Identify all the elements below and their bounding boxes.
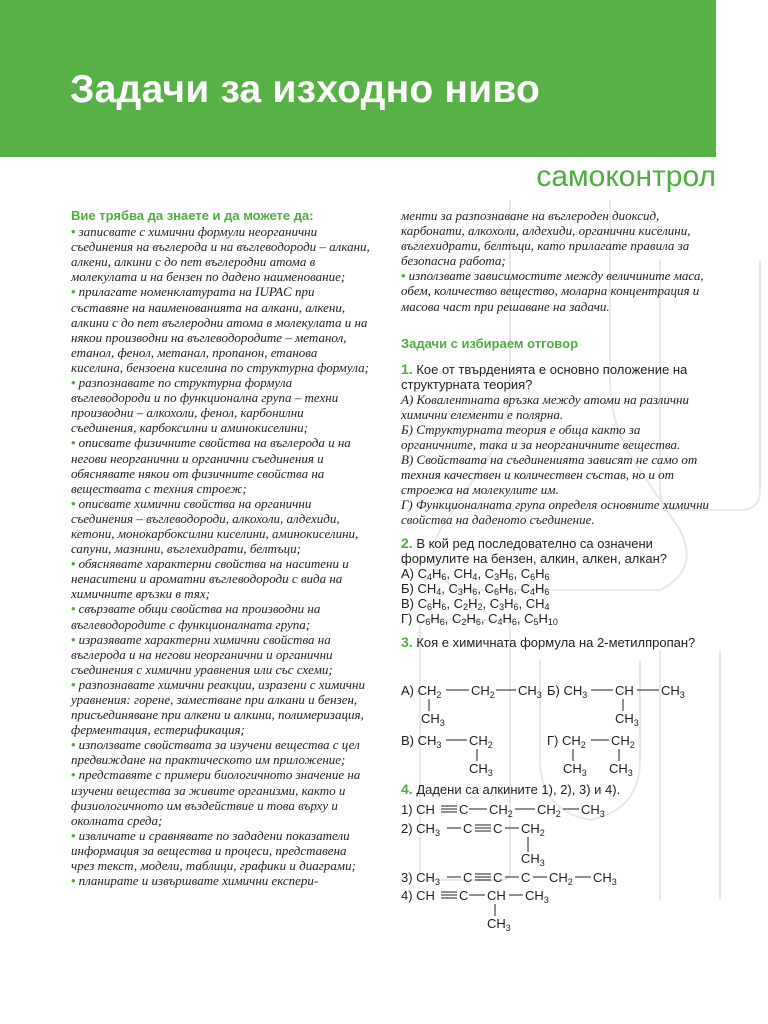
list-item: • представяте с примери биологичното значение на изучени вещества за живите организми, както и физиологичното им въздействие и това върху и околната среда;	[71, 767, 361, 828]
svg-text:CH2: $CH_2$	[611, 733, 635, 750]
section-label: самоконтрол	[536, 160, 716, 193]
svg-text:В) CH3: В) $CH_3$	[401, 733, 442, 750]
svg-text:CH2: $CH_2$	[549, 870, 573, 887]
bullet-icon: •	[71, 676, 76, 692]
svg-text:CH3: $CH_3$	[521, 851, 545, 868]
list-item: • разпознавате химични реакции, изразени с химични уравнения: горене, заместване при алкани и бензен, присъединяване при алкени и алкини, полимеризация, ферментация, естерификация;	[71, 676, 365, 738]
bullet-icon: •	[71, 556, 76, 572]
left-column	[71, 208, 371, 888]
svg-text:CH3: $CH_3$	[518, 683, 542, 700]
svg-text:Б) CH3: Б) $CH_3$	[547, 683, 588, 700]
question-number: 3.	[401, 633, 413, 650]
bullet-icon: •	[71, 495, 76, 511]
svg-text:4) CH: 4) CH	[401, 888, 435, 903]
structural-formula-q4	[401, 800, 711, 935]
answer-option: А) Ковалентната връзка между атоми на различни химични елементи е полярна.	[401, 391, 689, 422]
bullet-icon: •	[71, 435, 76, 451]
svg-text:CH3: $CH_3$	[469, 761, 493, 778]
svg-text:CH3: $CH_3$	[487, 916, 511, 933]
answer-option: Б) $CH_4$, $C_3H_6$, $C_6H_6$, $C_4H_6$	[401, 580, 550, 597]
bullet-icon: •	[401, 268, 406, 284]
bullet-icon: •	[71, 767, 76, 783]
svg-text:CH3: $CH_3$	[421, 711, 445, 728]
question-4	[401, 782, 717, 797]
svg-text:C: C	[463, 870, 473, 885]
list-item: • разпознавате по структурна формула въглеводороди и по функционална група – техни производни – алкохоли, фенол, карбонилни съединения, карбоксилни и аминокиселини;	[71, 375, 339, 436]
svg-text:CH3: $CH_3$	[525, 888, 549, 905]
page-title: Задачи за изходно ниво	[70, 68, 541, 111]
question-text: Дадени са алкините 1), 2), 3) и 4).	[416, 782, 621, 797]
svg-text:3) CH3: 3) $CH_3$	[401, 870, 440, 887]
svg-text:Г) CH2: Г) $CH_2$	[547, 733, 586, 750]
svg-text:А) CH2: А) $CH_2$	[401, 683, 442, 700]
question-3	[401, 635, 717, 650]
bullet-icon: •	[71, 827, 76, 843]
header-banner	[0, 0, 716, 157]
svg-text:CH3: $CH_3$	[661, 683, 685, 700]
svg-text:CH2: $CH_2$	[489, 802, 513, 819]
question-text: Коя е химичната формула на 2-метилпропан?	[416, 634, 696, 650]
svg-text:CH3: $CH_3$	[563, 761, 587, 778]
bullet-icon: •	[71, 375, 76, 391]
question-text: В кой ред последователно са означени формулите на бензен, алкин, алкен, алкан?	[401, 535, 668, 566]
svg-text:1) CH: 1) CH	[401, 802, 435, 817]
continued-text: менти за разпознаване на въглероден диоксид, карбонати, алкохоли, алдехиди, органични киселини, въглехидрати, белтъци, като прилагате правила за безопасна работа;	[401, 208, 691, 269]
svg-text:CH3: $CH_3$	[609, 761, 633, 778]
list-item: • планирате и извършвате химични експери-	[71, 873, 319, 889]
question-1	[401, 362, 717, 527]
svg-text:CH2: $CH_2$	[469, 733, 493, 750]
svg-text:C: C	[463, 821, 473, 836]
question-number: 1.	[401, 360, 413, 377]
section-subheading: Задачи с избираем отговор	[401, 335, 579, 351]
svg-text:CH: CH	[487, 888, 506, 903]
bullet-icon: •	[71, 224, 76, 240]
svg-text:2) CH3: 2) $CH_3$	[401, 821, 440, 838]
list-item: • прилагате номенклатурата на IUPAC при съставяне на наименованията на алкани, алкени, алкини с до пет въглеродни атома в молекулата и на някои производни на въглеводородите – метанол, етанол, фенол, метанал, пропанон, етанова киселина, бензоена киселина по структурна формула;	[71, 284, 369, 375]
list-item: • описвате химични свойства на органични съединения – въглеводороди, алкохоли, алдехиди, кетони, монокарбоксилни киселини, аминокиселини, сапуни, мазнини, въглехидрати, белтъци;	[71, 495, 359, 557]
answer-option: Б) Структурната теория е обща както за органичните, така и за неорганичните вещества.	[401, 421, 681, 452]
svg-text:CH: CH	[615, 683, 634, 698]
list-item: • обяснявате характерни свойства на наситени и ненаситени и ароматни въглеводороди с вида на химичните връзки в тях;	[71, 556, 349, 602]
svg-text:C: C	[459, 802, 469, 817]
right-column	[401, 208, 717, 659]
svg-text:CH2: $CH_2$	[537, 802, 561, 819]
svg-text:CH2: $CH_2$	[521, 821, 545, 838]
svg-text:C: C	[521, 870, 531, 885]
question-number: 2.	[401, 534, 413, 551]
bullet-icon: •	[71, 873, 76, 889]
list-item: • записвате с химични формули неорганични съединения на въглерода и на въглеводороди – алкани, алкени, алкини с до пет въглеродни атома в молекулата и на бензен по дадено наименование;	[71, 224, 370, 285]
list-item: • използвате свойствата за изучени вещества с цел предвиждане на практическото им приложение;	[71, 737, 360, 768]
bullet-icon: •	[71, 284, 76, 300]
answer-option: Г) $C_6H_6$, $C_2H_6$, $C_4H_6$, $C_5H_{10}$	[401, 610, 558, 627]
svg-text:C: C	[493, 870, 503, 885]
svg-text:C: C	[459, 888, 469, 903]
question-text: Кое от твърденията е основно положение на структурната теория?	[401, 361, 688, 392]
structural-formula-q3	[401, 683, 711, 783]
svg-text:CH3: $CH_3$	[581, 802, 605, 819]
svg-text:CH3: $CH_3$	[593, 870, 617, 887]
answer-option: В) Свойствата на съединенията зависят не само от техния качествен и количествен състав, но и от строежа на молекулите им.	[401, 451, 698, 497]
svg-text:C: C	[493, 821, 503, 836]
list-item: • изразявате характерни химични свойства на въглерода и на негови неорганични и органични съединения с химични уравнения или със схеми;	[71, 631, 333, 677]
question-number: 4.	[401, 781, 413, 797]
bullet-icon: •	[71, 601, 76, 617]
answer-option: А) $C_4H_6$, $CH_4$, $C_3H_6$, $C_6H_6$	[401, 565, 550, 582]
svg-text:CH3: $CH_3$	[615, 711, 639, 728]
list-item: • свързвате общи свойства на производни на въглеводородите с функционалната група;	[71, 601, 321, 632]
list-item: • използвате зависимостите между величините маса, обем, количество вещество, моларна концентрация и масова част при решаване на задачи.	[401, 268, 704, 314]
requirements-intro: Вие трябва да знаете и да можете да:	[71, 208, 314, 223]
answer-option: В) $C_6H_6$, $C_2H_2$, $C_3H_6$, $CH_4$	[401, 595, 550, 612]
list-item: • описвате физичните свойства на въглерода и на негови неорганични и органични съединения и обяснявате някои от физичните свойства на веществата с техния строеж;	[71, 435, 351, 496]
bullet-icon: •	[71, 631, 76, 647]
list-item: • извличате и сравнявате по зададени показатели информация за вещества и процеси, представена чрез текст, модели, таблици, графики и диаграми;	[71, 827, 356, 874]
question-2	[401, 536, 717, 626]
answer-option: Г) Функционалната група определя основните химични свойства на даденото съединение.	[401, 496, 710, 527]
svg-text:CH2: $CH_2$	[471, 683, 495, 700]
bullet-icon: •	[71, 737, 76, 753]
